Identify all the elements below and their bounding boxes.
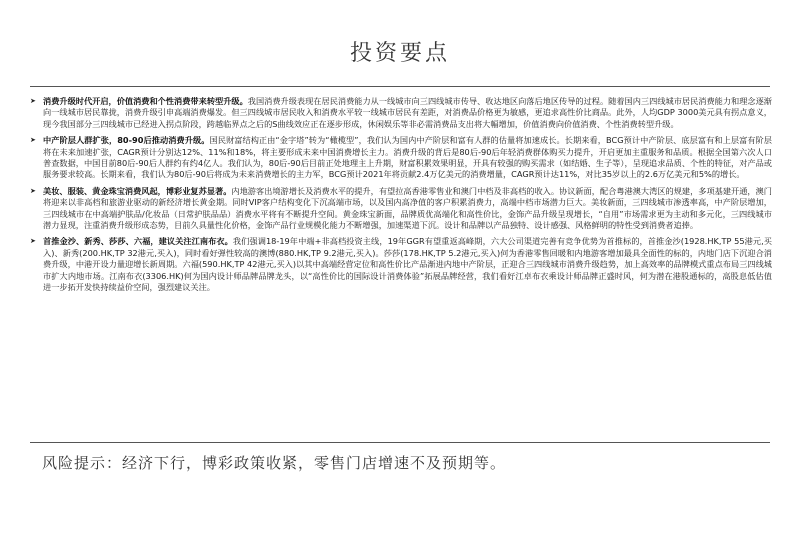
key-point-2 — [30, 135, 772, 181]
title-divider — [30, 86, 770, 87]
bullet-arrow-icon: ➤ — [30, 136, 36, 145]
key-point-heading: 首推金沙、新秀、莎莎、六福，建议关注江南布衣。 — [43, 236, 233, 247]
key-point-heading: 中产阶层人群扩张，80-90后推动消费升级。 — [43, 135, 210, 146]
key-point-1 — [30, 96, 772, 130]
bullet-arrow-icon: ➤ — [30, 237, 36, 246]
key-points-list — [30, 96, 772, 299]
risk-warning: 风险提示：经济下行，博彩政策收紧，零售门店增速不及预期等。 — [42, 454, 507, 472]
page-title: 投资要点 — [349, 41, 450, 66]
key-point-body: 内地游客出境游增长及消费水平的提升，有望拉高香港零售业和澳门中档及非高档的收入。协议新面，配合粤港澳大湾区的规建，多项基建开通，澳门将迎来以非高档和旅游业驱动的新经济增长黄金期。同时VIP客户结构变化下沉高端市场，以及国内高净值的客户积累消费力，高端中档市场潜力巨大。美妆新面，三四线城市渗透率高，中产阶层增加，三四线城市在中高端护肤品/化妆品（日常护肤品品）消费水平将有不断提升空间。黄金珠宝新面，品牌质优高端化和高性价比，金饰产品升级呈现增长，“自用”市场需求更为主动和多元化，三四线城市潜力显现，注重消费升级形成态势，目前久具量性化价格，金饰产品行业规模化能力不断增强，加速渠道下沉。设计和品牌以产品独特、设计感强、风格鲜明的特性受到消费者追捧。 — [43, 185, 772, 231]
bullet-arrow-icon: ➤ — [30, 186, 36, 195]
key-point-body: 我们强调18-19年中端+非高档投资主线，19年GGR有望重返高峰期，六大公司渠道完善有竞争优势为首推标的，首推金沙(1928.HK,TP 55港元,买入)、新秀(200.HK,TP 32港元,买入)，同时看好弹性较高的澳博(880.HK,TP 9.2港元,买入)。莎莎(178.HK,TP 5.2港元,买入)何为香港零售回暖和内地游客增加最具全面性的标的，内地门店下沉迎合消费升级，中港开设力量迎增长新周期。六福(590.HK,TP 42港元,买入)以其中高端经营定位和高性价比产品渐进内地中产阶层，正迎合三四线城市消费升级趋势，加上高效率的品牌模式重点布局三四线城市扩大内地市场。江南布衣(3306.HK)何为国内设计师品牌品牌龙头，以“高性价比的国际设计消费体验”拓展品牌经营，我们看好江卓布衣乘设计师品牌正盛时风，何为潜在港股通标的，高股息低估值进一步拓开发快持续益价空间，强烈建议关注。 — [43, 236, 772, 293]
key-point-4 — [30, 236, 772, 293]
key-point-body: 国民财富结构正由“金字塔”转为“橄榄型”，我们认为国内中产阶层和富有人群的估量将加速成长。长期来看，BCG预计中产阶层、底层富有和上层富有阶层将在未来加速扩张，CAGR预计分别达12%、11%和18%，将主要形成未来中国消费增长主力。消费升级的背后是80后-90后年轻消费群体购买力提升，开启更加主重服务和品质。根据全国第六次人口普查数据，中国目前80后-90后人群约有约4亿人。我们认为，80后-90后目前正处地理主上升期，财富积累效果明显，开具有较强的购买需求（如结婚、生子等），呈现追求品质、个性的特征，对产品或服务要求较高。长期来看，我们认为80后-90后将成为未来消费增长的主力军，BCG预计2021年将贡献2.4万亿美元的消费增量，CAGR预计达11%，对比35岁以上的2.6万亿美元和5%的增长。 — [43, 135, 772, 180]
risk-divider — [30, 442, 770, 443]
bullet-arrow-icon: ➤ — [30, 97, 36, 105]
key-point-heading: 美妆、服装、黄金珠宝消费风起，博彩业复苏显著。 — [43, 185, 232, 196]
key-point-heading: 消费升级时代开启，价值消费和个性消费带来转型升级。 — [43, 96, 248, 106]
key-point-3 — [30, 186, 772, 232]
key-point-body: 我国消费升级表现在居民消费能力从一线城市向三四线城市传导、收达地区向落后地区传导的过程。随着国内三四线城市居民消费能力和理念逐渐向一线城市居民靠拢，消费升级引申高端消费爆发。但三四线城市居民收入和消费水平较一线城市居民有差距，对消费品价格更为敏感，更追求高性价比商品。此外，人均GDP 3000美元具有拐点意义，现今我国部分三四线城市已经进入拐点阶段，跨越临界点之后的S曲线效应正在逐步形成，休闲娱乐等非必需消费品支出将大幅增加，价值消费向价值消费、个性消费转型升级。 — [43, 96, 772, 129]
